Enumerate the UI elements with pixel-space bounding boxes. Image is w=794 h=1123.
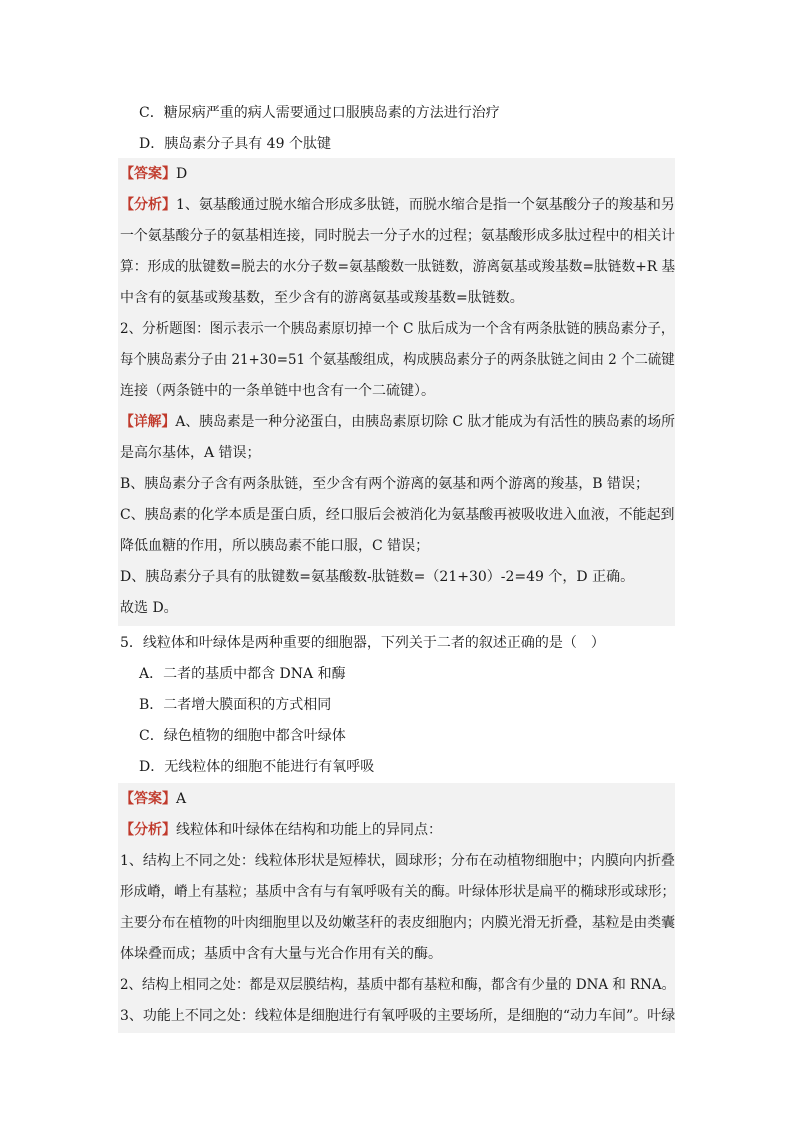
analysis-tag: 【分析】 [120, 197, 176, 213]
question-stem: 5．线粒体和叶绿体是两种重要的细胞器，下列关于二者的叙述正确的是（ ） [120, 635, 605, 651]
detail-line: D、胰岛素分子具有的肽键数=氨基酸数-肽链数=（21+30）-2=49 个，D 正确。 [120, 569, 635, 585]
answer-value: A [176, 791, 187, 807]
answer-line-2 [120, 789, 186, 809]
answer-tag: 【答案】 [120, 166, 176, 182]
analysis-line: 每个胰岛素分子由 21+30=51 个氨基酸组成，构成胰岛素分子的两条肽链之间由 2 个二硫键 [120, 352, 675, 368]
analysis-line: 算：形成的肽键数=脱去的水分子数=氨基酸数一肽链数，游离氨基或羧基数=肽链数+R 基 [120, 259, 676, 275]
option-d: D．无线粒体的细胞不能进行有氧呼吸 [139, 759, 375, 775]
answer-tag: 【答案】 [120, 791, 176, 807]
detail-line: C、胰岛素的化学本质是蛋白质，经口服后会被消化为氨基酸再被吸收进入血液，不能起到 [120, 507, 675, 523]
analysis-line: 中含有的氨基或羧基数，至少含有的游离氨基或羧基数=肽链数。 [120, 290, 524, 306]
detail-text: A、胰岛素是一种分泌蛋白，由胰岛素原切除 C 肽才能成为有活性的胰岛素的场所 [175, 414, 675, 430]
detail-line: B、胰岛素分子含有两条肽链，至少含有两个游离的氨基和两个游离的羧基，B 错误； [120, 476, 650, 492]
analysis-tag: 【分析】 [120, 822, 176, 838]
option-c: C．绿色植物的细胞中都含叶绿体 [139, 728, 346, 744]
analysis-line: 2、分析题图：图示表示一个胰岛素原切掉一个 C 肽后成为一个含有两条肽链的胰岛素分子， [120, 321, 675, 337]
analysis-line: 一个氨基酸分子的氨基相连接，同时脱去一分子水的过程；氨基酸形成多肽过程中的相关计 [120, 228, 675, 244]
analysis-line [120, 820, 442, 840]
detail-line: 故选 D。 [120, 600, 178, 616]
analysis-line: 主要分布在植物的叶肉细胞里以及幼嫩茎秆的表皮细胞内；内膜光滑无折叠，基粒是由类囊 [120, 915, 675, 931]
analysis-line: 3、功能上不同之处：线粒体是细胞进行有氧呼吸的主要场所，是细胞的“动力车间”。叶绿 [120, 1008, 676, 1024]
option-d-top: D．胰岛素分子具有 49 个肽键 [139, 136, 331, 152]
option-c-top: C．糖尿病严重的病人需要通过口服胰岛素的方法进行治疗 [139, 105, 500, 121]
detail-line: 降低血糖的作用，所以胰岛素不能口服，C 错误； [120, 538, 430, 554]
option-a: A．二者的基质中都含 DNA 和酶 [139, 666, 346, 682]
analysis-text: 线粒体和叶绿体在结构和功能上的异同点： [176, 822, 442, 838]
analysis-line: 体垛叠而成；基质中含有大量与光合作用有关的酶。 [120, 946, 442, 962]
analysis-line [120, 195, 675, 215]
answer-line-1 [120, 164, 187, 184]
analysis-line: 1、结构上不同之处：线粒体形状是短棒状，圆球形；分布在动植物细胞中；内膜向内折叠 [120, 853, 675, 869]
analysis-line: 形成嵴，嵴上有基粒；基质中含有与有氧呼吸有关的酶。叶绿体形状是扁平的椭球形或球形； [120, 884, 676, 900]
option-b: B．二者增大膜面积的方式相同 [139, 697, 332, 713]
analysis-text: 1、氨基酸通过脱水缩合形成多肽链，而脱水缩合是指一个氨基酸分子的羧基和另 [176, 197, 675, 213]
answer-value: D [176, 166, 188, 182]
analysis-line: 连接（两条链中的一条单链中也含有一个二硫键）。 [120, 383, 435, 399]
detail-line: 是高尔基体，A 错误； [120, 445, 261, 461]
analysis-line: 2、结构上相同之处：都是双层膜结构，基质中都有基粒和酶，都含有少量的 DNA 和 RNA。 [120, 977, 676, 993]
detail-line [120, 412, 675, 432]
detail-tag: 【详解】 [120, 414, 176, 430]
